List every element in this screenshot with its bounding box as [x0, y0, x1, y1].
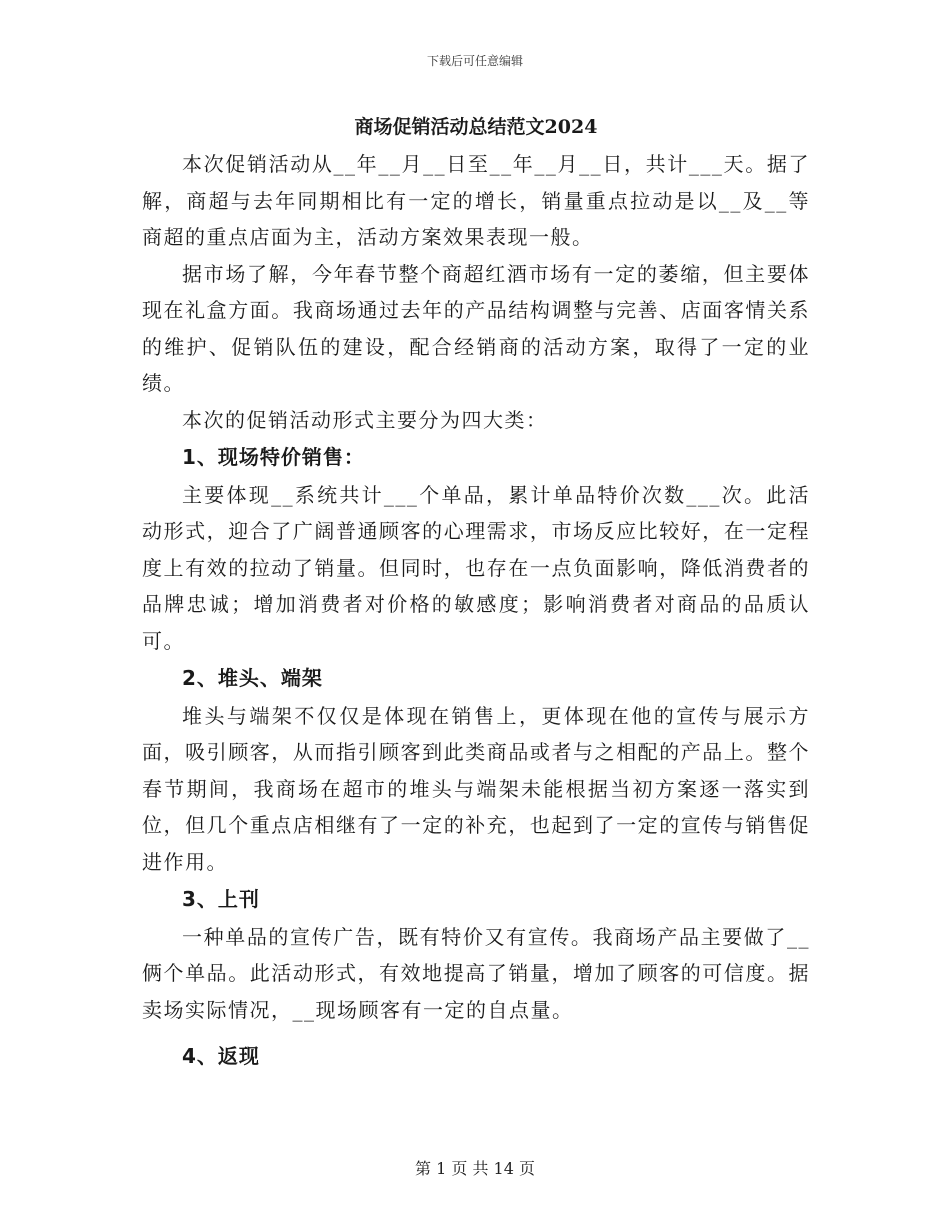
paragraph-advertising: 一种单品的宣传广告，既有特价又有宣传。我商场产品主要做了__俩个单品。此活动形式，有效地提高了销量，增加了顾客的可信度。据卖场实际情况，__现场顾客有一定的自点量。 — [142, 924, 810, 1022]
section-heading-3: 3、上刊 — [182, 887, 260, 911]
page-number: 第 1 页 共 14 页 — [415, 1159, 535, 1178]
header-note: 下载后可任意编辑 — [426, 54, 523, 68]
section-heading-1: 1、现场特价销售： — [182, 445, 365, 469]
paragraph-display: 堆头与端架不仅仅是体现在销售上，更体现在他的宣传与展示方面，吸引顾客，从而指引顾客到此类商品或者与之相配的产品上。整个春节期间，我商场在超市的堆头与端架未能根据当初方案逐一落实到位，但几个重点店相继有了一定的补充，也起到了一定的宣传与销售促进作用。 — [142, 703, 810, 874]
paragraph-special-price: 主要体现__系统共计___个单品，累计单品特价次数___次。此活动形式，迎合了广阔普通顾客的心理需求，市场反应比较好，在一定程度上有效的拉动了销量。但同时，也存在一点负面影响，降低消费者的品牌忠诚；增加消费者对价格的敏感度；影响消费者对商品的品质认可。 — [142, 482, 810, 653]
paragraph-forms: 本次的促销活动形式主要分为四大类： — [182, 407, 548, 432]
section-heading-4: 4、返现 — [182, 1044, 260, 1068]
document-title: 商场促销活动总结范文2024 — [354, 116, 598, 138]
paragraph-market: 据市场了解，今年春节整个商超红酒市场有一定的萎缩，但主要体现在礼盒方面。我商场通过去年的产品结构调整与完善、店面客情关系的维护、促销队伍的建设，配合经销商的活动方案，取得了一定的业绩。 — [142, 261, 810, 395]
section-heading-2: 2、堆头、端架 — [182, 666, 323, 690]
paragraph-intro: 本次促销活动从__年__月__日至__年__月__日，共计___天。据了解，商超与去年同期相比有一定的增长，销量重点拉动是以__及__等商超的重点店面为主，活动方案效果表现一般。 — [142, 152, 810, 249]
document-body — [142, 112, 810, 1076]
